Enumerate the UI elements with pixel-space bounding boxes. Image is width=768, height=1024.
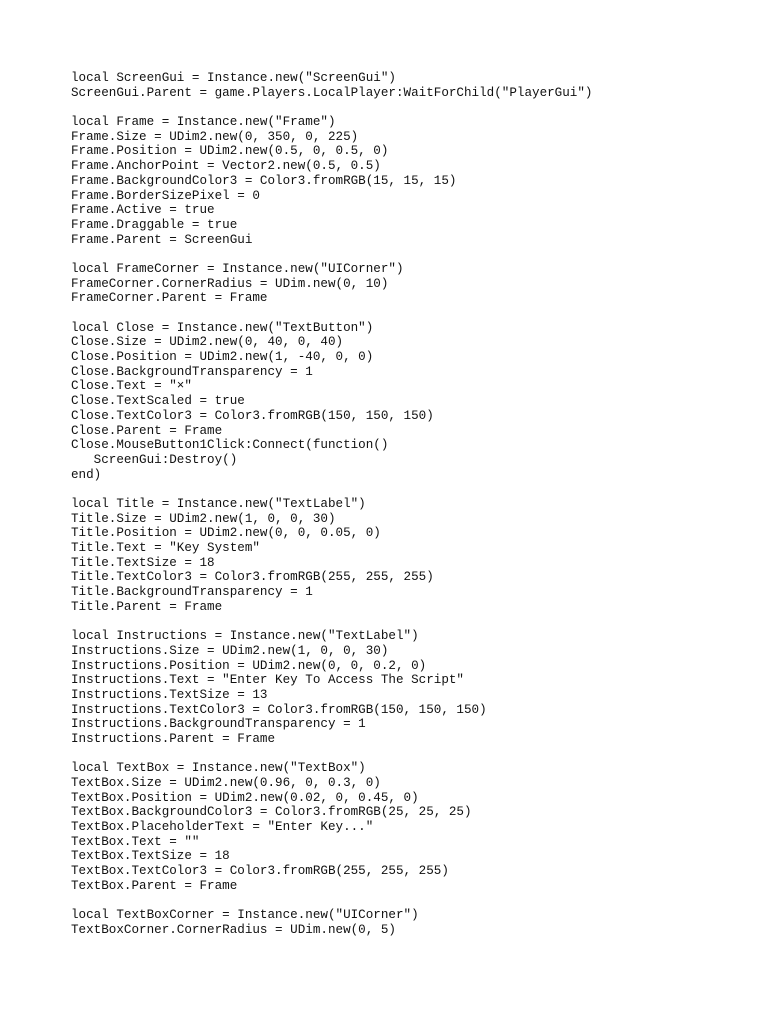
- code-line: Instructions.Size = UDim2.new(1, 0, 0, 30): [71, 643, 389, 658]
- code-line: Frame.Position = UDim2.new(0.5, 0, 0.5, 0): [71, 144, 389, 159]
- code-block: [71, 321, 751, 483]
- code-block: [71, 908, 751, 937]
- code-line: end): [71, 467, 102, 482]
- code-line: Title.Size = UDim2.new(1, 0, 0, 30): [71, 511, 336, 526]
- code-line: Frame.Parent = ScreenGui: [71, 232, 253, 247]
- code-line: local ScreenGui = Instance.new("ScreenGui"): [71, 71, 396, 85]
- code-line: Instructions.Text = "Enter Key To Access The Script": [71, 673, 464, 688]
- code-line: Frame.Size = UDim2.new(0, 350, 0, 225): [71, 129, 359, 144]
- code-line: Instructions.TextColor3 = Color3.fromRGB(150, 150, 150): [71, 702, 487, 717]
- code-block: [71, 262, 751, 306]
- code-line: local Frame = Instance.new("Frame"): [71, 115, 336, 130]
- code-block: [71, 761, 751, 893]
- code-line: TextBox.Parent = Frame: [71, 878, 238, 893]
- code-block: [71, 629, 751, 747]
- code-line: local TextBoxCorner = Instance.new("UICorner"): [71, 908, 419, 923]
- code-line: TextBox.PlaceholderText = "Enter Key...": [71, 820, 374, 835]
- code-line: Frame.BackgroundColor3 = Color3.fromRGB(15, 15, 15): [71, 173, 457, 188]
- code-line: Instructions.BackgroundTransparency = 1: [71, 717, 366, 732]
- code-line: Frame.Active = true: [71, 203, 215, 218]
- code-line: Frame.BorderSizePixel = 0: [71, 188, 260, 203]
- code-line: TextBox.Position = UDim2.new(0.02, 0, 0.45, 0): [71, 790, 419, 805]
- code-line: Close.Text = "×": [71, 379, 192, 394]
- code-line: Title.Text = "Key System": [71, 541, 260, 555]
- code-line: FrameCorner.CornerRadius = UDim.new(0, 10): [71, 276, 389, 291]
- code-line: Instructions.Parent = Frame: [71, 731, 276, 746]
- code-line: local Title = Instance.new("TextLabel"): [71, 496, 366, 511]
- code-line: TextBox.Size = UDim2.new(0.96, 0, 0.3, 0): [71, 776, 381, 790]
- code-line: Close.Position = UDim2.new(1, -40, 0, 0): [71, 350, 374, 365]
- code-line: TextBox.BackgroundColor3 = Color3.fromRGB(25, 25, 25): [71, 805, 472, 820]
- code-line: Close.BackgroundTransparency = 1: [71, 364, 313, 379]
- code-line: Instructions.Position = UDim2.new(0, 0, 0.2, 0): [71, 658, 427, 673]
- code-line: local Close = Instance.new("TextButton"): [71, 320, 374, 335]
- code-line: ScreenGui.Parent = game.Players.LocalPlayer:WaitForChild("PlayerGui"): [71, 85, 593, 100]
- code-line: local Instructions = Instance.new("TextLabel"): [71, 629, 419, 644]
- code-line: TextBox.Text = "": [71, 834, 200, 849]
- code-line: TextBox.TextColor3 = Color3.fromRGB(255, 255, 255): [71, 864, 449, 879]
- code-line: Title.TextSize = 18: [71, 555, 215, 570]
- code-line: Close.TextScaled = true: [71, 394, 245, 409]
- code-line: Close.Size = UDim2.new(0, 40, 0, 40): [71, 335, 344, 350]
- code-block: [71, 497, 751, 615]
- code-line: local FrameCorner = Instance.new("UICorner"): [71, 261, 404, 276]
- code-line: FrameCorner.Parent = Frame: [71, 291, 268, 306]
- code-line: Title.Parent = Frame: [71, 599, 223, 614]
- code-line: TextBox.TextSize = 18: [71, 849, 230, 864]
- code-line: local TextBox = Instance.new("TextBox"): [71, 761, 366, 776]
- code-line: TextBoxCorner.CornerRadius = UDim.new(0, 5): [71, 922, 396, 937]
- code-block: [71, 71, 751, 100]
- code-line: Close.Parent = Frame: [71, 423, 223, 438]
- code-line: ScreenGui:Destroy(): [71, 452, 238, 467]
- code-line: Frame.AnchorPoint = Vector2.new(0.5, 0.5): [71, 159, 381, 174]
- code-line: Title.TextColor3 = Color3.fromRGB(255, 255, 255): [71, 570, 434, 585]
- code-line: Close.MouseButton1Click:Connect(function(): [71, 438, 389, 453]
- code-block: [71, 115, 751, 247]
- code-line: Frame.Draggable = true: [71, 217, 238, 232]
- code-line: Instructions.TextSize = 13: [71, 687, 268, 702]
- code-line: Title.Position = UDim2.new(0, 0, 0.05, 0): [71, 526, 381, 541]
- code-line: Close.TextColor3 = Color3.fromRGB(150, 150, 150): [71, 408, 434, 423]
- code-listing: [71, 71, 751, 952]
- code-line: Title.BackgroundTransparency = 1: [71, 585, 313, 600]
